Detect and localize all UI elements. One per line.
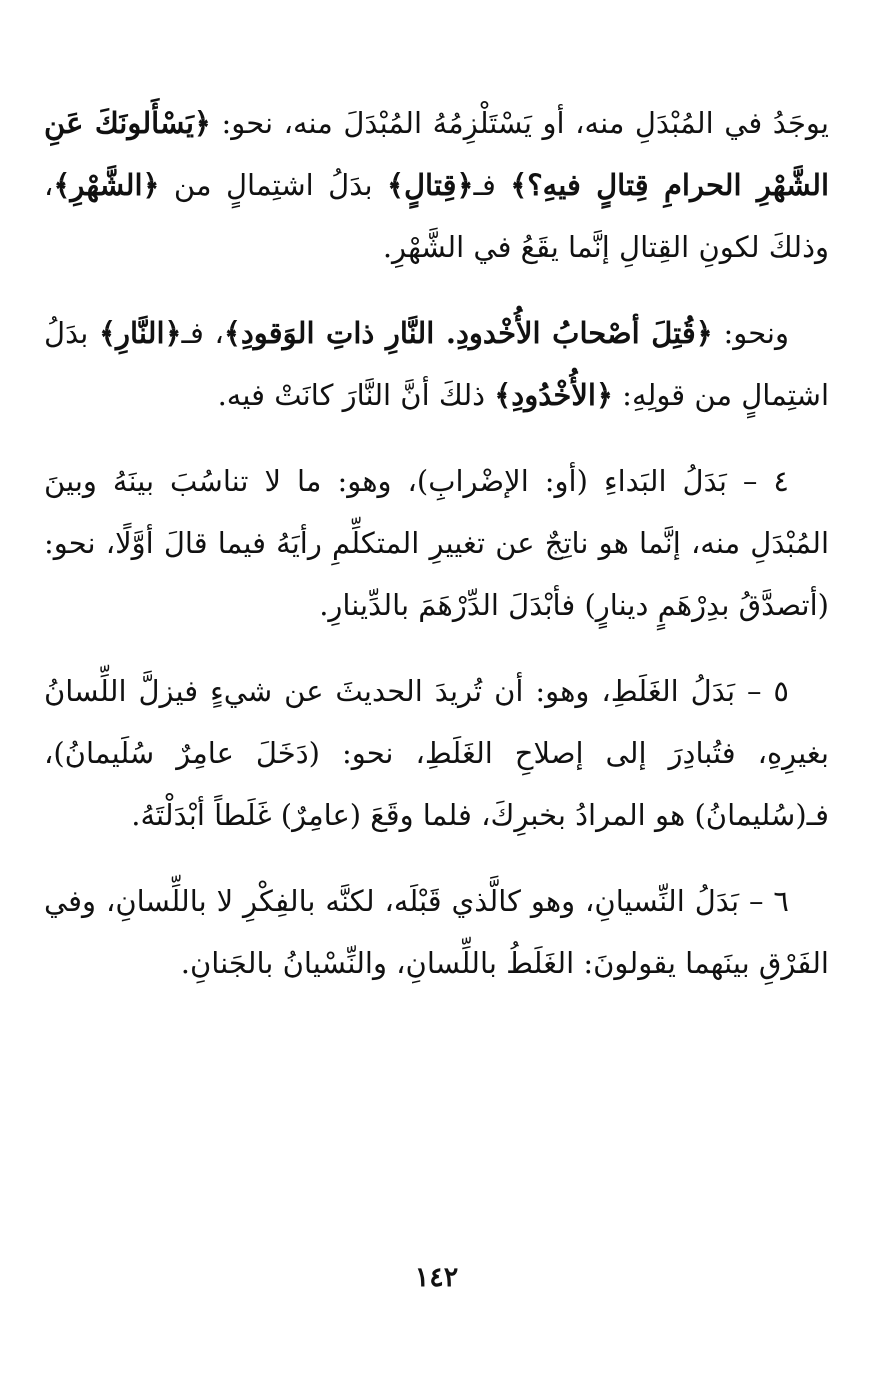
paragraph: [44, 660, 829, 846]
quran-quote: ﴿الشَّهْرِ﴾: [53, 168, 160, 202]
paragraph: [44, 450, 829, 636]
paragraph: [44, 92, 829, 278]
text-segment: يوجَدُ في المُبْدَلِ منه، أو يَسْتَلْزِمُهُ المُبْدَلَ منه، نحو:: [210, 106, 829, 140]
text-segment: بدَلُ اشتِمالٍ من: [159, 168, 387, 202]
paragraph: [44, 870, 829, 994]
text-segment: ونحو:: [712, 316, 789, 350]
text-segment: فـ: [473, 168, 511, 202]
text-segment: ٦ – بَدَلُ النِّسيانِ، وهو كالَّذي قَبْلَه، لكنَّه بالفِكْرِ لا باللِّسانِ، وفي الفَرْقِ بينَهما يقولونَ: الغَلَطُ باللِّسانِ، والنِّسْيانُ بالجَنانِ.: [44, 884, 829, 980]
text-segment: ، فـ: [181, 316, 224, 350]
body-text: [44, 92, 829, 1018]
quran-quote: ﴿النَّارِ﴾: [99, 316, 182, 350]
paragraph: [44, 302, 829, 426]
text-segment: ٤ – بَدَلُ البَداءِ (أو: الإضْرابِ)، وهو: ما لا تناسُبَ بينَهُ وبينَ المُبْدَلِ منه، إنَّما هو ناتِجٌ عن تغييرِ المتكلِّمِ رأيَهُ فيما قالَ أوَّلًا، نحو: (أتصدَّقُ بدِرْهَمٍ دينارٍ) فأبْدَلَ الدِّرْهَمَ بالدِّينارِ.: [44, 464, 829, 622]
quran-quote: ﴿قُتِلَ أصْحابُ الأُخْدودِ. النَّارِ ذاتِ الوَقودِ﴾: [223, 316, 713, 350]
text-segment: ٥ – بَدَلُ الغَلَطِ، وهو: أن تُريدَ الحديثَ عن شيءٍ فيزلَّ اللِّسانُ بغيرِهِ، فتُبادِرَ إلى إصلاحِ الغَلَطِ، نحو: (دَخَلَ عامِرٌ سُلَيمانُ)، فـ(سُليمانُ) هو المرادُ بخبرِكَ، فلما وقَعَ (عامِرٌ) غَلَطاً أبْدَلْتَهُ.: [44, 674, 829, 832]
text-segment: ذلكَ أنَّ النَّارَ كانَتْ فيه.: [217, 378, 495, 412]
text-segment: بدَلُ اشتِمالٍ من قولِهِ:: [44, 316, 829, 412]
quran-quote: ﴿يَسْأَلونَكَ عَنِ الشَّهْرِ الحرامِ قِتالٍ فيهِ؟﴾: [44, 106, 829, 202]
quran-quote: ﴿الأُخْدُودِ﴾: [494, 378, 613, 412]
text-segment: ، وذلكَ لكونِ القِتالِ إنَّما يقَعُ في الشَّهْرِ.: [44, 168, 829, 264]
page-number: ١٤٢: [414, 1262, 459, 1293]
quran-quote: ﴿قِتالٍ﴾: [386, 168, 474, 202]
